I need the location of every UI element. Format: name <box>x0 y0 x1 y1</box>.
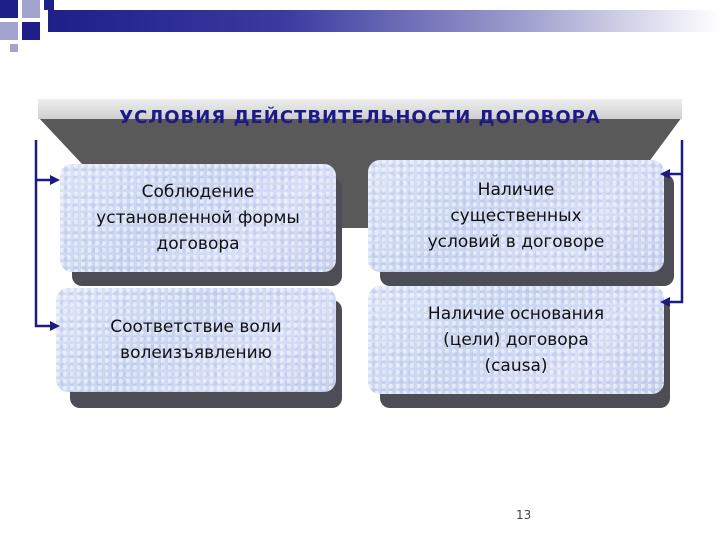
box-text-line: Соответствие воли <box>110 317 282 337</box>
diagram-title: УСЛОВИЯ ДЕЙСТВИТЕЛЬНОСТИ ДОГОВОРА <box>119 107 601 128</box>
box-text-line: (causa) <box>484 356 548 376</box>
box-text-line: Наличие <box>477 180 555 200</box>
box-text-line: волеизъявлению <box>120 343 272 363</box>
arrowhead-left-lower <box>50 321 60 331</box>
box-text-line: условий в договоре <box>427 232 605 252</box>
right-bracket-line <box>664 140 682 302</box>
box-text-line: договора <box>156 234 240 254</box>
page-number: 13 <box>516 508 532 522</box>
box-text-line: установленной формы <box>96 208 300 228</box>
box-text-line: (цели) договора <box>443 330 589 350</box>
left-bracket-line <box>36 140 56 326</box>
box-text-line: Наличие основания <box>427 304 605 324</box>
box-text-line: Соблюдение <box>141 182 255 202</box>
arrowhead-left-upper <box>50 175 60 185</box>
box-text-line: существенных <box>450 206 582 226</box>
arrowhead-right-upper <box>660 169 670 179</box>
arrowhead-right-lower <box>660 297 670 307</box>
